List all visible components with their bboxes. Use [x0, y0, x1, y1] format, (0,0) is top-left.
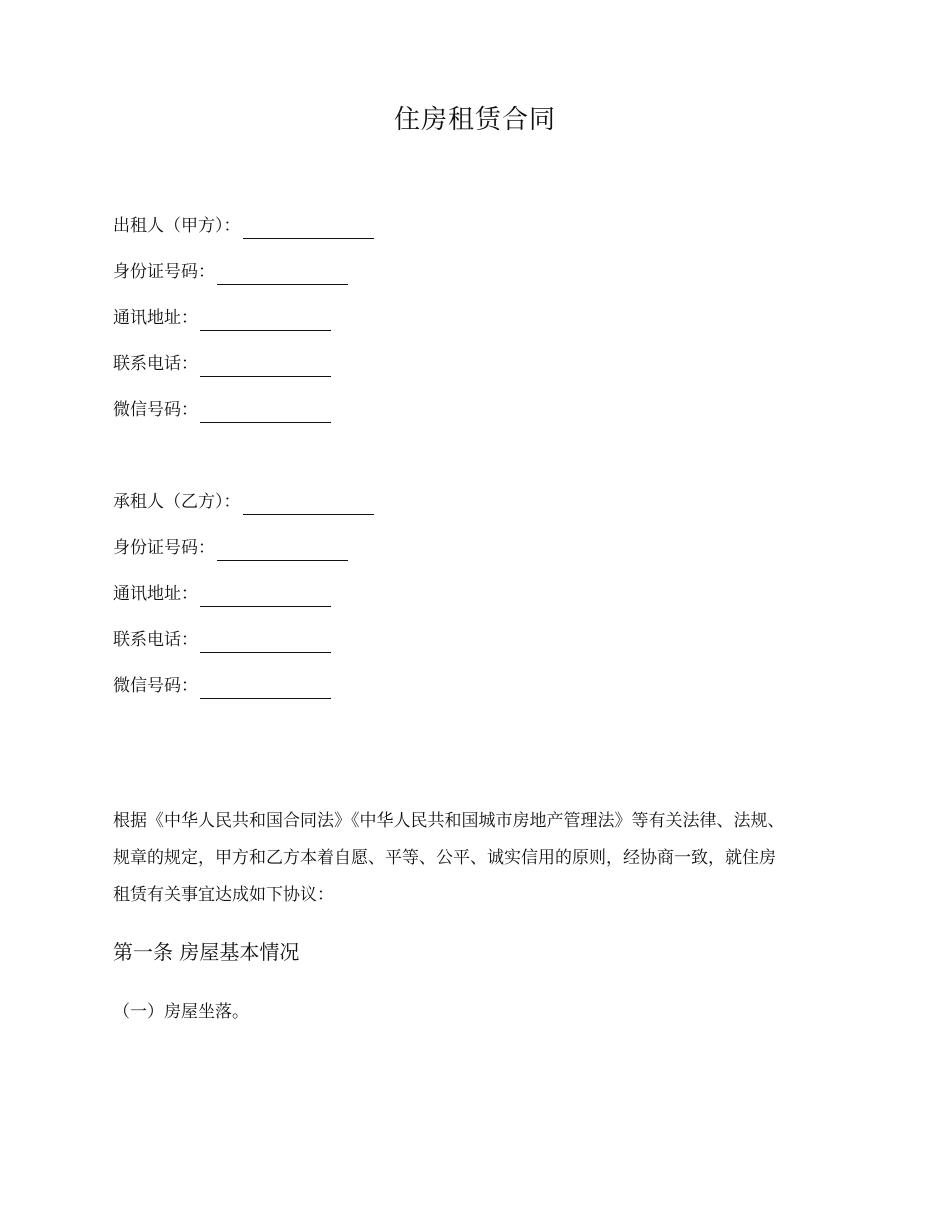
lessor-id-field [113, 259, 348, 285]
preamble-line: 租赁有关事宜达成如下协议： [113, 885, 334, 905]
lessor-name-blank[interactable] [243, 218, 374, 239]
lessor-wechat-blank[interactable] [200, 402, 331, 423]
lessee-name-blank[interactable] [243, 494, 374, 515]
lessee-address-field [113, 581, 331, 607]
lessor-wechat-field [113, 397, 331, 423]
article-1-heading: 第一条 房屋基本情况 [113, 940, 300, 964]
lessee-id-label: 身份证号码： [113, 538, 215, 558]
lessee-phone-label: 联系电话： [113, 630, 198, 650]
lessor-name-field [113, 213, 374, 239]
lessee-address-blank[interactable] [200, 586, 331, 607]
article-1-item-1: （一）房屋坐落。 [113, 1002, 249, 1022]
lessor-id-blank[interactable] [217, 264, 348, 285]
lessor-id-label: 身份证号码： [113, 262, 215, 282]
lessee-wechat-field [113, 673, 331, 699]
lessee-address-label: 通讯地址： [113, 584, 198, 604]
preamble-paragraph [113, 803, 873, 914]
document-title: 住房租赁合同 [393, 105, 556, 135]
lessee-id-blank[interactable] [217, 540, 348, 561]
lessee-phone-field [113, 627, 331, 653]
lessee-wechat-label: 微信号码： [113, 676, 198, 696]
lessee-name-field [113, 489, 374, 515]
preamble-line: 根据《中华人民共和国合同法》《中华人民共和国城市房地产管理法》等有关法律、法规、 [113, 811, 785, 831]
lessee-phone-blank[interactable] [200, 632, 331, 653]
lessor-phone-blank[interactable] [200, 356, 331, 377]
preamble-line: 规章的规定，甲方和乙方本着自愿、平等、公平、诚实信用的原则，经协商一致，就住房 [113, 848, 776, 868]
lessor-address-label: 通讯地址： [113, 308, 198, 328]
lessor-phone-field [113, 351, 331, 377]
lessee-wechat-blank[interactable] [200, 678, 331, 699]
lessee-id-field [113, 535, 348, 561]
lessor-wechat-label: 微信号码： [113, 400, 198, 420]
lessor-phone-label: 联系电话： [113, 354, 198, 374]
lessor-address-field [113, 305, 331, 331]
lessor-address-blank[interactable] [200, 310, 331, 331]
lessor-heading: 出租人（甲方）： [113, 216, 241, 236]
lessee-heading: 承租人（乙方）： [113, 492, 241, 512]
